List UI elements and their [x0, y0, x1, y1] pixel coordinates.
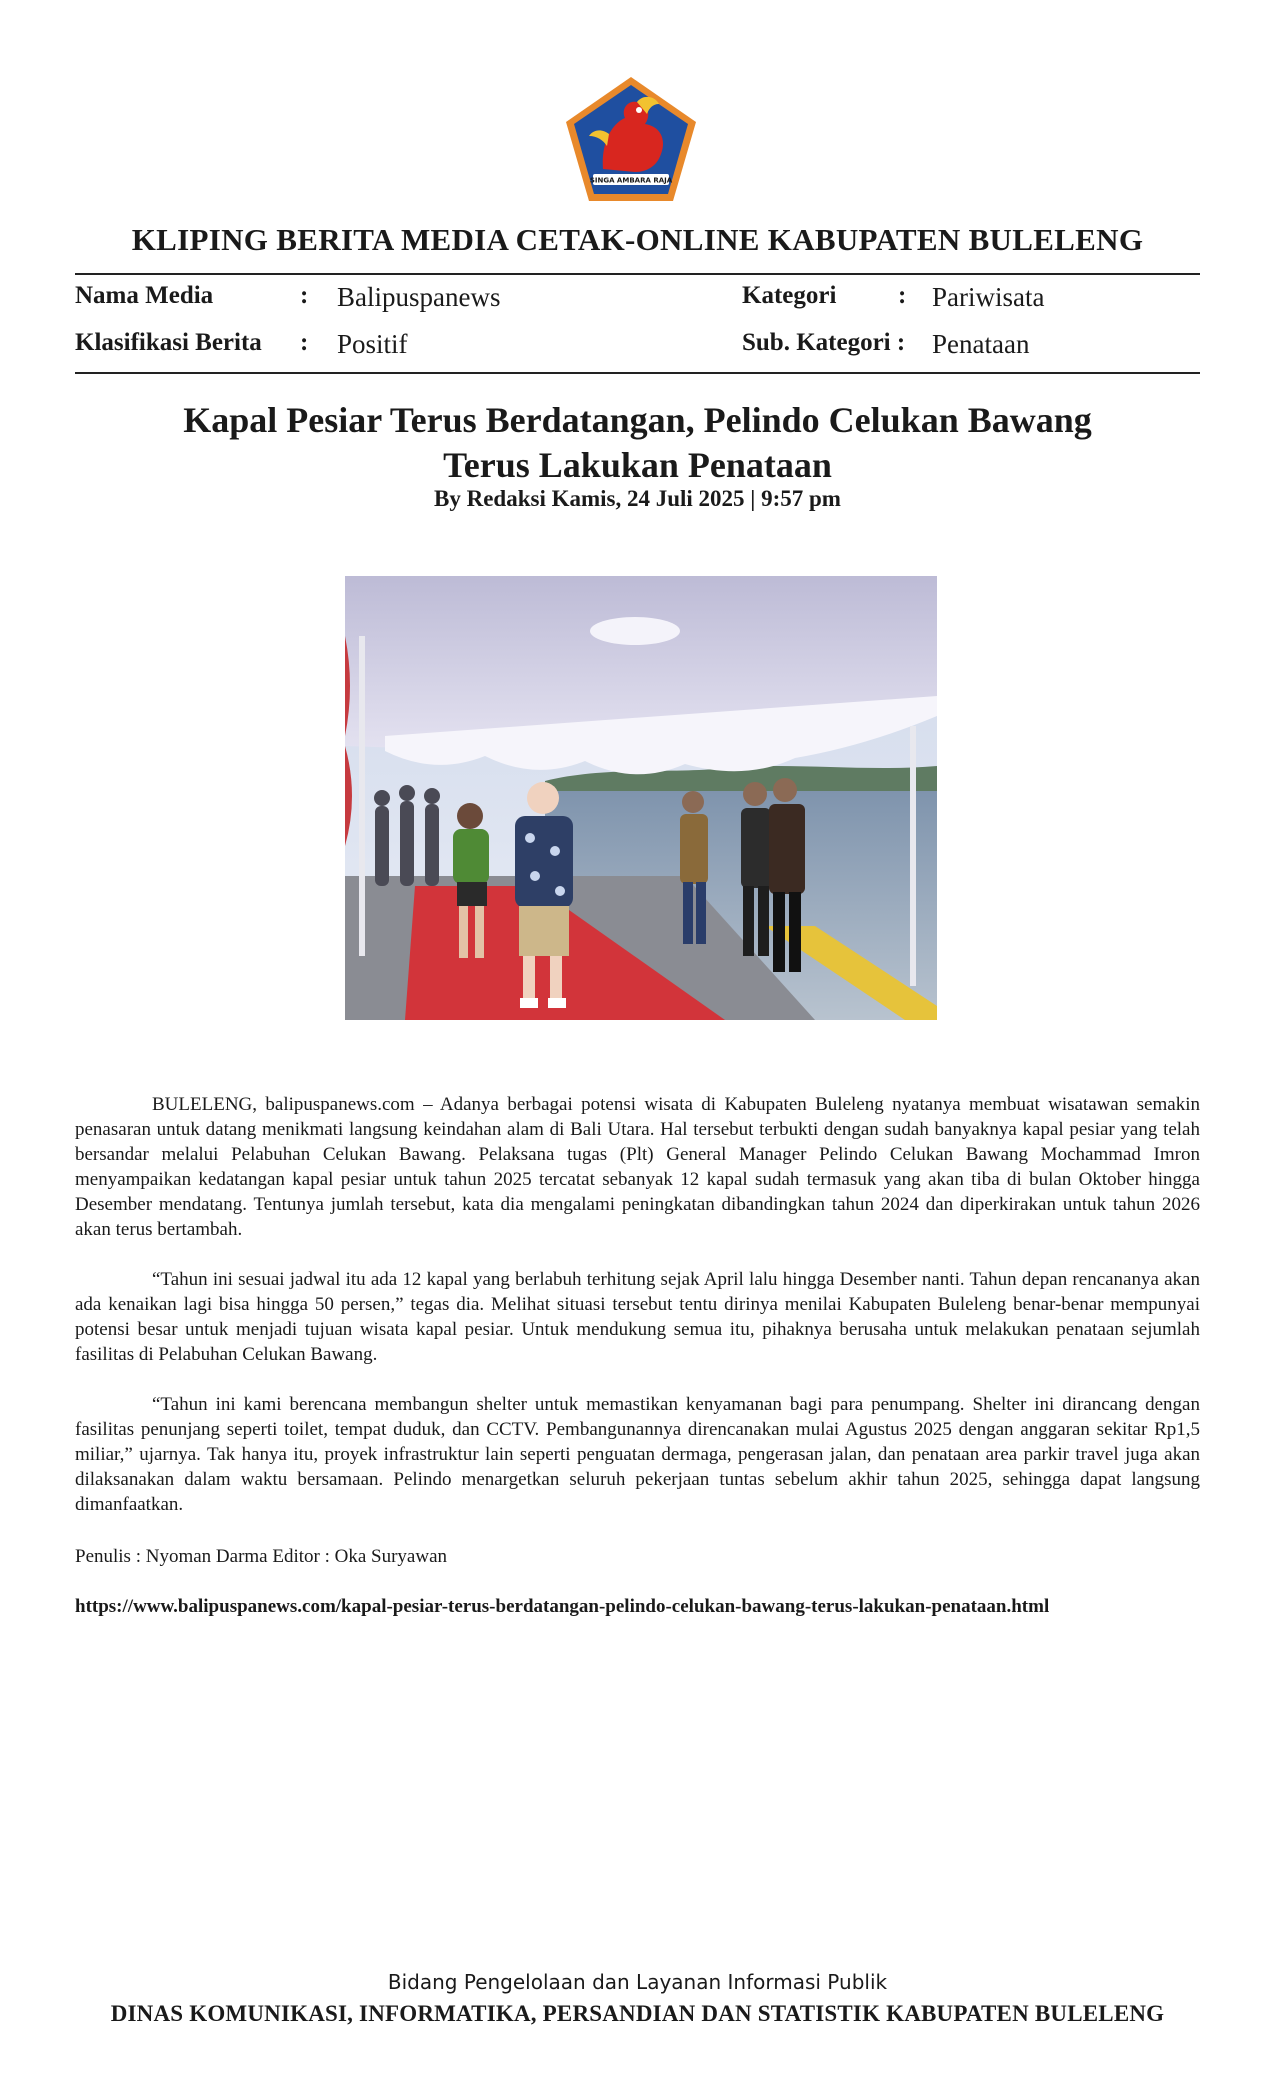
footer-department: Bidang Pengelolaan dan Layanan Informasi Publik	[387, 1970, 888, 1994]
category-label: Kategori	[742, 282, 837, 309]
article-photo	[345, 576, 937, 1020]
category-value: Pariwisata	[932, 282, 1045, 312]
classification-value: Positif	[337, 329, 408, 359]
article-paragraph-1: BULELENG, balipuspanews.com – Adanya berbagai potensi wisata di Kabupaten Buleleng nyatanya membuat wisatawan semakin penasaran untuk datang menikmati langsung keindahan alam di Bali Utara. Hal tersebut terbukti dengan sudah banyaknya kapal pesiar yang telah bersandar melalui Pelabuhan Celukan Bawang. Pelaksana tugas (Plt) General Manager Pelindo Celukan Bawang Mochammad Imron menyampaikan kedatangan kapal pesiar untuk tahun 2025 tercatat sebanyak 12 kapal sudah termasuk yang akan tiba di bulan Oktober hingga Desember mendatang. Tentunya jumlah tersebut, kata dia mengalami peningkatan dibandingkan tahun 2024 dan diperkirakan untuk tahun 2026 akan terus bertambah.	[75, 1094, 1200, 1240]
article-credits: Penulis : Nyoman Darma Editor : Oka Suryawan	[75, 1546, 448, 1567]
classification-colon: :	[300, 329, 309, 356]
article-body	[75, 1092, 1200, 1542]
article-title-line-2: Terus Lakukan Penataan	[443, 445, 832, 485]
source-url-link[interactable]: https://www.balipuspanews.com/kapal-pesiar-terus-berdatangan-pelindo-celukan-bawang-terus-lakukan-penataan.html	[75, 1596, 1050, 1617]
article-paragraph-3: “Tahun ini kami berencana membangun shelter untuk memastikan kenyamanan bagi para penumpang. Shelter ini dirancang dengan fasilitas penunjang seperti toilet, tempat duduk, dan CCTV. Pembangunannya direncanakan mulai Agustus 2025 dengan anggaran sekitar Rp1,5 miliar,” ujarnya. Tak hanya itu, proyek infrastruktur lain seperti penguatan dermaga, pengerasan jalan, dan penataan area parkir travel juga akan dilaksanakan dalam waktu bersamaan. Pelindo menargetkan seluruh pekerjaan tuntas sebelum akhir tahun 2025, sehingga dapat langsung dimanfaatkan.	[75, 1394, 1200, 1515]
subcategory-label: Sub. Kategori :	[742, 329, 906, 356]
kabupaten-buleleng-crest-icon	[563, 74, 699, 204]
category-colon: :	[898, 282, 907, 309]
media-name-value: Balipuspanews	[337, 282, 501, 312]
svg-text:SINGA AMBARA RAJA: SINGA AMBARA RAJA	[589, 176, 673, 185]
header-divider-bottom	[75, 372, 1200, 374]
article-title-line-1: Kapal Pesiar Terus Berdatangan, Pelindo Celukan Bawang	[183, 400, 1092, 440]
article-paragraph-2: “Tahun ini sesuai jadwal itu ada 12 kapal yang berlabuh terhitung sejak April lalu hingga Desember nanti. Tahun depan rencananya akan ada kenaikan lagi bisa hingga 50 persen,” tegas dia. Melihat situasi tersebut tentu dirinya menilai Kabupaten Buleleng benar-benar mempunyai potensi besar untuk menjadi tujuan wisata kapal pesiar. Untuk mendukung semua itu, pihaknya berusaha untuk melakukan penataan sejumlah fasilitas di Pelabuhan Celukan Bawang.	[75, 1269, 1200, 1365]
article-byline: By Redaksi Kamis, 24 Juli 2025 | 9:57 pm	[434, 486, 841, 511]
header-divider-top	[75, 273, 1200, 275]
media-name-colon: :	[300, 282, 309, 309]
subcategory-value: Penataan	[932, 329, 1030, 359]
document-header-title: KLIPING BERITA MEDIA CETAK-ONLINE KABUPATEN BULELENG	[131, 222, 1144, 257]
article-title	[0, 398, 1275, 488]
media-name-label: Nama Media	[75, 282, 214, 309]
classification-label: Klasifikasi Berita	[75, 329, 262, 356]
footer-agency: DINAS KOMUNIKASI, INFORMATIKA, PERSANDIAN DAN STATISTIK KABUPATEN BULELENG	[110, 2001, 1165, 2026]
